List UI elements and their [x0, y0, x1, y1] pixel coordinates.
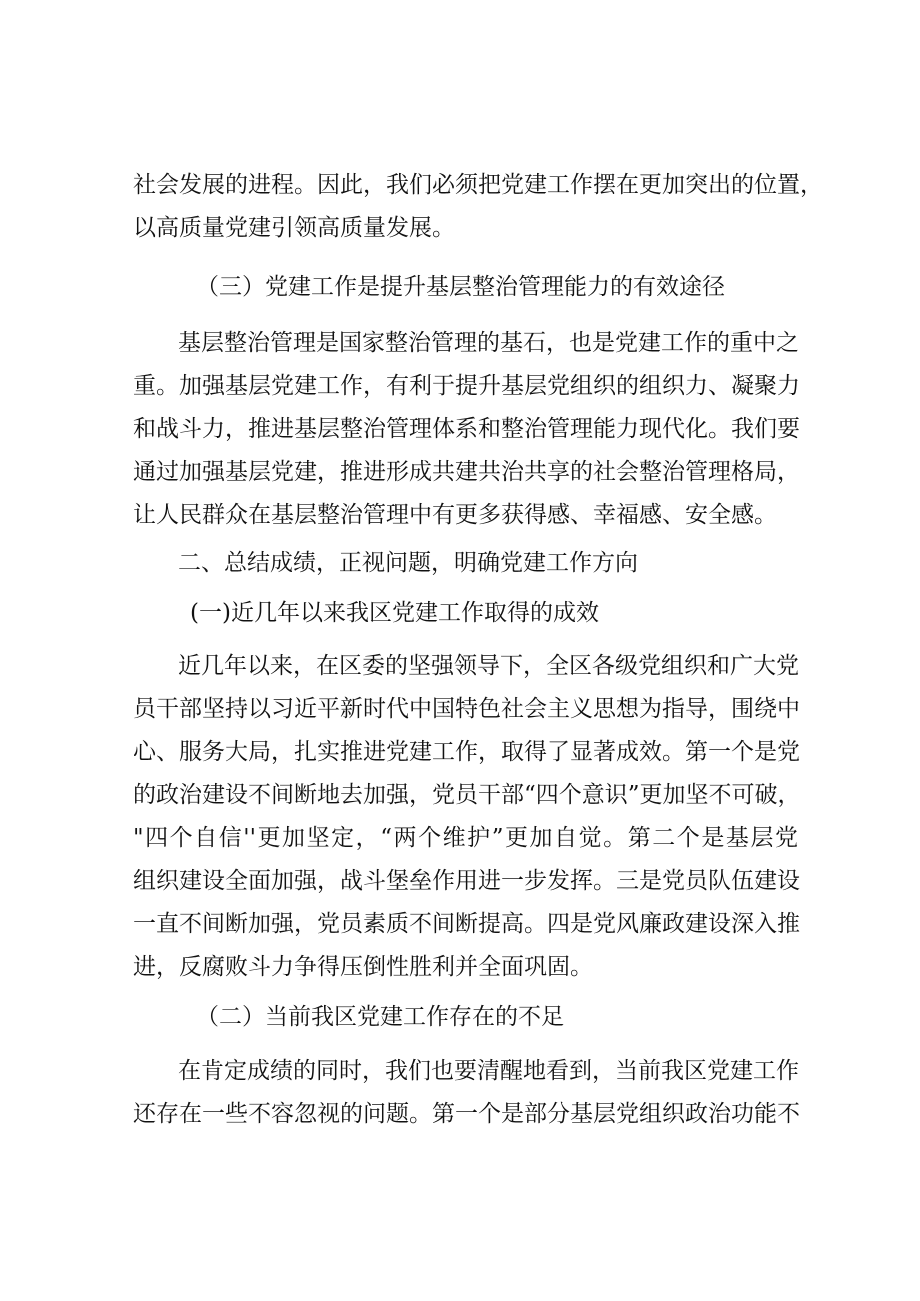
paragraph-line: 通过加强基层党建，推进形成共建共治共享的社会整治管理格局，	[133, 459, 800, 485]
paragraph-line: 重。加强基层党建工作，有利于提升基层党组织的组织力、凝聚力	[133, 373, 800, 399]
paragraph-line: 心、服务大局，扎实推进党建工作，取得了显著成效。第一个是党	[133, 739, 800, 765]
paragraph-line: 组织建设全面加强，战斗堡垒作用进一步发挥。三是党员队伍建设	[133, 868, 800, 894]
paragraph-line: 员干部坚持以习近平新时代中国特色社会主义思想为指导，围绕中	[133, 696, 800, 722]
section-heading: （二）当前我区党建工作存在的不足	[196, 1004, 564, 1030]
paragraph-line: 基层整治管理是国家整治管理的基石，也是党建工作的重中之	[178, 330, 799, 356]
section-heading: 二、总结成绩，正视问题，明确党建工作方向	[178, 550, 638, 576]
paragraph-line: 社会发展的进程。因此，我们必须把党建工作摆在更加突出的位置，	[133, 172, 823, 198]
paragraph-line: 以高质量党建引领高质量发展。	[133, 215, 455, 241]
paragraph-line: 的政治建设不间断地去加强，党员干部“四个意识”更加坚不可破，	[133, 782, 801, 808]
paragraph-line: "四个自信''更加坚定，“两个维护”更加自觉。第二个是基层党	[133, 825, 798, 851]
paragraph-line: 一直不间断加强，党员素质不间断提高。四是党风廉政建设深入推	[133, 911, 800, 937]
paragraph-line: 让人民群众在基层整治管理中有更多获得感、幸福感、安全感。	[133, 502, 777, 528]
section-heading: （三）党建工作是提升基层整治管理能力的有效途径	[196, 274, 725, 300]
paragraph-line: 还存在一些不容忽视的问题。第一个是部分基层党组织政治功能不	[133, 1101, 800, 1127]
paragraph-line: 近几年以来，在区委的坚强领导下，全区各级党组织和广大党	[178, 653, 799, 679]
paragraph-line: 在肯定成绩的同时，我们也要清醒地看到，当前我区党建工作	[178, 1058, 799, 1084]
paragraph-line: 和战斗力，推进基层整治管理体系和整治管理能力现代化。我们要	[133, 416, 800, 442]
section-heading: (一)近几年以来我区党建工作取得的成效	[190, 600, 599, 626]
paragraph-line: 进，反腐败斗力争得压倒性胜利并全面巩固。	[133, 954, 593, 980]
